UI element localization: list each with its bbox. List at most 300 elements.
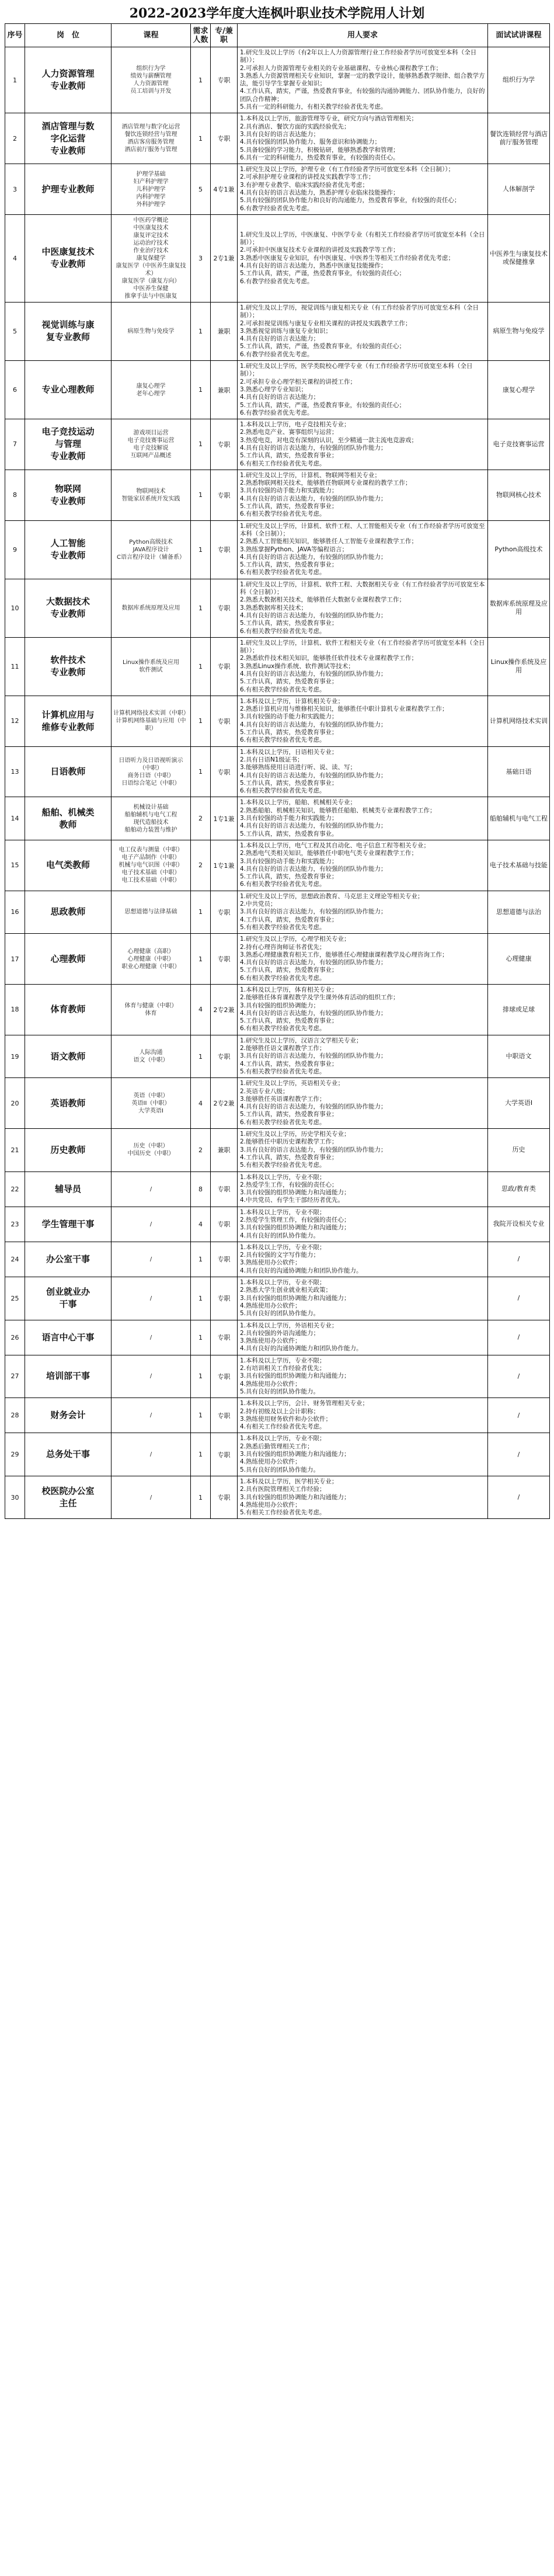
table-row bbox=[5, 637, 550, 696]
requirement-line: 3.熟悉中医康复专业知识，有中医康复、中医养生等相关工作经验者优先考虑； bbox=[240, 254, 455, 262]
row-count: 1 bbox=[191, 891, 211, 933]
row-courses bbox=[112, 1078, 191, 1129]
requirement-line: 5.具有良好的团队协作能力。 bbox=[240, 1388, 320, 1395]
course-line: 机械设计基础 bbox=[133, 804, 169, 811]
requirement-line: 4.熟练使用办公软件； bbox=[240, 1302, 301, 1309]
requirement-line: 6.有相关工作经验者优先考虑。 bbox=[240, 460, 326, 467]
post-line: 教师 bbox=[59, 819, 77, 830]
row-type: 专职 bbox=[211, 113, 238, 164]
row-index: 29 bbox=[5, 1433, 25, 1476]
requirement-line: 6.有相关教学经验者优先考虑。 bbox=[240, 787, 326, 795]
row-post bbox=[25, 696, 112, 746]
requirement-line: 4.有相关工作经验者优先考虑。 bbox=[240, 1423, 326, 1431]
row-post bbox=[25, 1035, 112, 1077]
post-line: 日语教师 bbox=[50, 766, 86, 777]
requirement-line: 5.工作认真，踏实，严谨，热爱教育事业，有较强的责任心； bbox=[240, 343, 406, 350]
requirement-line: 2.熟悉大学生创业就业相关政策； bbox=[240, 1287, 332, 1294]
course-line: 日语听力及日语视听演示（中职） bbox=[119, 757, 183, 771]
row-index: 9 bbox=[5, 520, 25, 579]
requirement-line: 6.有相关教学经验者优先考虑。 bbox=[240, 627, 326, 635]
post-line: 创业就业办 bbox=[46, 1287, 90, 1298]
row-courses bbox=[112, 637, 191, 696]
course-line: 推拿手法与中医康复 bbox=[124, 293, 177, 300]
header-interview-course: 面试试讲课程 bbox=[488, 24, 550, 47]
post-line: 语文教师 bbox=[50, 1051, 86, 1062]
course-line: 英语（中职） bbox=[133, 1092, 169, 1099]
requirement-line: 6.有相关教学经验者优先考虑。 bbox=[240, 1025, 326, 1033]
row-count: 1 bbox=[191, 302, 211, 360]
row-courses bbox=[112, 1398, 191, 1433]
requirement-line: 2.熟悉电竞产业、赛事组织与运营； bbox=[240, 429, 338, 436]
row-count: 8 bbox=[191, 1171, 211, 1207]
post-line: 专业教师 bbox=[50, 667, 86, 678]
requirement-line: 5.工作认真，踏实，热爱教育事业； bbox=[240, 729, 338, 736]
row-interview-course: 中医养生与康复技术或保健推拿 bbox=[488, 214, 550, 302]
row-requirements bbox=[238, 1476, 488, 1518]
row-courses bbox=[112, 520, 191, 579]
requirement-line: 4.具有良好的语言表达能力； bbox=[240, 394, 320, 401]
course-line: 人际沟通 bbox=[139, 1049, 163, 1056]
course-line: 历史（中职） bbox=[133, 1143, 169, 1150]
row-post bbox=[25, 1078, 112, 1129]
row-post bbox=[25, 1129, 112, 1171]
requirement-line: 2.具有较强的外语沟通能力； bbox=[240, 1329, 320, 1337]
row-post bbox=[25, 579, 112, 637]
row-requirements bbox=[238, 637, 488, 696]
post-line: 历史教师 bbox=[50, 1144, 86, 1155]
row-type: 兼职 bbox=[211, 302, 238, 360]
row-interview-course: 心理健康 bbox=[488, 934, 550, 985]
course-line: 电子产品制作（中职） bbox=[121, 854, 180, 861]
row-requirements bbox=[238, 1035, 488, 1077]
table-row bbox=[5, 1320, 550, 1355]
requirement-line: 3.熟悉心理学专业知识； bbox=[240, 385, 308, 393]
row-index: 17 bbox=[5, 934, 25, 985]
post-line: 人工智能 bbox=[50, 538, 86, 549]
row-post bbox=[25, 361, 112, 419]
row-interview-course: 排球或足球 bbox=[488, 984, 550, 1035]
row-courses bbox=[112, 1433, 191, 1476]
course-line: 老年心理学 bbox=[136, 390, 166, 397]
row-courses bbox=[112, 1129, 191, 1171]
row-requirements bbox=[238, 520, 488, 579]
requirement-line: 1.研究生及以上学历，历史学相关专业； bbox=[240, 1131, 350, 1138]
requirement-line: 3.熟悉人力资源管理相关专业知识，掌握一定的教学设计，能够熟悉教学规律、组合教学方法，能引导学生掌握专业知识； bbox=[240, 72, 485, 88]
post-line: 视觉训练与康 bbox=[41, 319, 95, 331]
row-courses bbox=[112, 1476, 191, 1518]
requirement-line: 2.可承担中医康复技术专业课程的讲授及实践教学等工作； bbox=[240, 246, 399, 254]
requirement-line: 6.有教学经验者优先考虑。 bbox=[240, 409, 313, 416]
row-count: 1 bbox=[191, 1355, 211, 1397]
row-type: 专职 bbox=[211, 419, 238, 470]
row-count: 4 bbox=[191, 1207, 211, 1242]
header-post: 岗 位 bbox=[25, 24, 112, 47]
requirement-line: 1.本科及以上学历，专业不限； bbox=[240, 1357, 326, 1364]
row-courses bbox=[112, 113, 191, 164]
course-line: 酒店前厅服务与管理 bbox=[124, 147, 177, 154]
requirement-line: 1.本科及以上学历，电气工程及其自动化、电子信息工程等相关专业； bbox=[240, 842, 430, 849]
course-line: 计算机网络技术实训（中职） bbox=[113, 710, 189, 717]
post-line: 酒店管理与数 bbox=[41, 120, 95, 131]
requirement-line: 4.具有良好的语言表达能力，有较强的团队协作能力； bbox=[240, 822, 387, 830]
requirement-line: 4.熟练使用办公软件； bbox=[240, 1501, 301, 1508]
requirement-line: 3.熟练使用办公软件； bbox=[240, 1337, 301, 1345]
course-line: 中国历史（中职） bbox=[127, 1150, 175, 1157]
requirement-line: 4.中共党员、有学生干部经历者优先。 bbox=[240, 1197, 344, 1204]
post-line: 专业教师 bbox=[50, 81, 86, 92]
requirement-line: 1.研究生及以上学历，计算机、软件工程相关专业（有工作经验者学历可放宽至本科（全日制））； bbox=[240, 639, 485, 655]
requirement-line: 3.熟练使用办公软件； bbox=[240, 1259, 301, 1267]
course-line: 组织行为学 bbox=[136, 65, 166, 72]
requirement-line: 4.具有良好的语言表达能力，有较强的团队协作能力； bbox=[240, 553, 387, 561]
course-line: 护理学基础 bbox=[136, 171, 166, 178]
row-post bbox=[25, 419, 112, 470]
row-count: 1 bbox=[191, 637, 211, 696]
table-row bbox=[5, 1355, 550, 1397]
row-interview-course: 历史 bbox=[488, 1129, 550, 1171]
row-type: 专职 bbox=[211, 1035, 238, 1077]
requirement-line: 3.具有良好的语言表达能力，有较强的团队协作能力； bbox=[240, 1146, 387, 1153]
course-line: / bbox=[149, 1494, 152, 1501]
course-line: Linux操作系统及应用 bbox=[123, 659, 179, 666]
course-line: 中医药学概论 bbox=[133, 217, 169, 224]
table-row bbox=[5, 1242, 550, 1277]
row-type: 专职 bbox=[211, 1320, 238, 1355]
row-requirements bbox=[238, 1398, 488, 1433]
post-line: 与管理 bbox=[54, 439, 81, 450]
row-type: 专职 bbox=[211, 934, 238, 985]
requirement-line: 2.具有医院管理相关工作经验； bbox=[240, 1486, 326, 1493]
row-count: 1 bbox=[191, 1035, 211, 1077]
requirement-line: 1.本科及以上学历，会计、财务管理相关专业； bbox=[240, 1400, 369, 1407]
requirement-line: 3.有护理专业教学、临床实践经验者优先考虑； bbox=[240, 181, 369, 189]
row-requirements bbox=[238, 302, 488, 360]
table-row bbox=[5, 1476, 550, 1518]
row-type: 专职 bbox=[211, 891, 238, 933]
row-type: 专职 bbox=[211, 470, 238, 520]
requirement-line: 2.热爱学生工作，有较强的责任心； bbox=[240, 1181, 338, 1188]
requirement-line: 2.熟悉后勤管理相关工作； bbox=[240, 1442, 313, 1450]
table-row bbox=[5, 1207, 550, 1242]
requirement-line: 4.具有良好的语言表达能力，有较强的团队协作能力； bbox=[240, 865, 387, 872]
row-interview-course: / bbox=[488, 1277, 550, 1320]
row-interview-course: 数据库系统原理及应用 bbox=[488, 579, 550, 637]
requirement-line: 4.具有良好的语言表达能力，有较强的团队协作能力； bbox=[240, 495, 387, 502]
course-line: 游戏项目运营 bbox=[133, 429, 169, 436]
header-type: 专/兼职 bbox=[211, 24, 238, 47]
post-line: 心理教师 bbox=[50, 953, 86, 964]
row-courses bbox=[112, 302, 191, 360]
requirement-line: 2.可承担护理专业课程的讲授及实践教学等工作； bbox=[240, 173, 375, 181]
row-requirements bbox=[238, 361, 488, 419]
course-line: 内科护理学 bbox=[136, 193, 166, 200]
row-index: 11 bbox=[5, 637, 25, 696]
requirement-line: 5.工作认真，踏实，热爱教育事业； bbox=[240, 452, 338, 460]
course-line: 互联网产品概述 bbox=[130, 452, 172, 459]
row-count: 1 bbox=[191, 934, 211, 985]
row-type: 专职 bbox=[211, 1277, 238, 1320]
row-index: 3 bbox=[5, 164, 25, 215]
course-line: 人力资源管理 bbox=[133, 81, 169, 88]
post-line: 电气类教师 bbox=[46, 860, 90, 871]
row-interview-course: Linux操作系统及应用 bbox=[488, 637, 550, 696]
post-line: 软件技术 bbox=[50, 655, 86, 666]
table-row bbox=[5, 47, 550, 113]
requirement-line: 4.具有良好的语言表达能力； bbox=[240, 335, 320, 343]
row-type: 专职 bbox=[211, 1398, 238, 1433]
course-line: 日语综合笔记（中职） bbox=[121, 780, 180, 787]
requirement-line: 2.可承担人力资源管理专业相关的专业基础课程、专业核心课程教学工作； bbox=[240, 64, 442, 72]
row-type: 专职 bbox=[211, 47, 238, 113]
requirement-line: 1.本科及以上学历，电子竞技相关专业； bbox=[240, 421, 350, 429]
course-line: 职业心理健康（中职） bbox=[121, 963, 180, 970]
row-requirements bbox=[238, 1078, 488, 1129]
row-courses bbox=[112, 1277, 191, 1320]
row-courses bbox=[112, 470, 191, 520]
row-index: 22 bbox=[5, 1171, 25, 1207]
row-index: 14 bbox=[5, 797, 25, 840]
row-interview-course: 电子技术基础与技能 bbox=[488, 840, 550, 891]
post-line: 财务会计 bbox=[50, 1410, 86, 1421]
row-type: 1专1兼 bbox=[211, 840, 238, 891]
requirement-line: 3.具有良好的语言表达能力，有较强的团队协作能力； bbox=[240, 1052, 387, 1060]
course-line: 康复心理学 bbox=[136, 383, 166, 390]
post-line: 总务处干事 bbox=[46, 1449, 90, 1460]
row-count: 1 bbox=[191, 1320, 211, 1355]
course-line: 酒店管理与数字化运营 bbox=[121, 124, 180, 131]
row-courses bbox=[112, 746, 191, 797]
row-requirements bbox=[238, 891, 488, 933]
table-row bbox=[5, 746, 550, 797]
requirement-line: 2.熟悉大数据相关技术，能够胜任大数据专业课程教学工作； bbox=[240, 596, 406, 604]
row-count: 3 bbox=[191, 214, 211, 302]
row-index: 7 bbox=[5, 419, 25, 470]
row-interview-course: 物联网核心技术 bbox=[488, 470, 550, 520]
row-post bbox=[25, 797, 112, 840]
row-courses bbox=[112, 1035, 191, 1077]
row-interview-course: / bbox=[488, 1433, 550, 1476]
row-post bbox=[25, 637, 112, 696]
row-index: 16 bbox=[5, 891, 25, 933]
requirement-line: 1.研究生及以上学历，计算机、软件工程、人工智能相关专业（有工作经验者学历可放宽至本科（全日制））； bbox=[240, 522, 485, 537]
row-post bbox=[25, 164, 112, 215]
requirement-line: 3.具有良好的语言表达能力，有较强的团队协作能力； bbox=[240, 908, 387, 916]
requirement-line: 1.研究生及以上学历（有2年以上人力资源管理行业工作经验者学历可放宽至本科（全日制））； bbox=[240, 49, 477, 64]
post-line: 物联网 bbox=[54, 483, 81, 494]
requirement-line: 3.能够熟练使用日语进行听、说、读、写； bbox=[240, 764, 357, 771]
requirement-line: 1.研究生及以上学历，护理专业（有工作经验者学历可放宽至本科（全日制））； bbox=[240, 166, 455, 173]
row-requirements bbox=[238, 1320, 488, 1355]
row-interview-course: / bbox=[488, 1242, 550, 1277]
row-interview-course: 电子竞技赛事运营 bbox=[488, 419, 550, 470]
requirement-line: 5.具有良好的团队协作能力。 bbox=[240, 1310, 320, 1317]
row-requirements bbox=[238, 840, 488, 891]
course-line: / bbox=[149, 1373, 152, 1380]
course-line: 英语II（中职） bbox=[131, 1100, 170, 1107]
row-interview-course: 人体解剖学 bbox=[488, 164, 550, 215]
row-interview-course: 基础日语 bbox=[488, 746, 550, 797]
requirement-line: 4.具有良好的沟通协调能力和团队协作能力。 bbox=[240, 1345, 363, 1353]
requirement-line: 6.具有一定的科研能力，热爱教育事业，有较强的责任心。 bbox=[240, 154, 399, 161]
requirement-line: 2.中共党员； bbox=[240, 901, 277, 908]
requirement-line: 5.工作认真，踏实，严谨，热爱教育事业，有较强的责任心； bbox=[240, 270, 406, 277]
requirement-line: 2.热爱学生管理工作，有较强的责任心； bbox=[240, 1216, 350, 1223]
requirement-line: 4.具有良好的语言表达能力，有较强的团队协作能力； bbox=[240, 959, 387, 967]
requirement-line: 2.熟悉船舶、机械相关知识，能够胜任船舶、机械类专业课程教学工作； bbox=[240, 806, 436, 814]
requirement-line: 3.熟悉数据库相关技术； bbox=[240, 604, 308, 611]
requirement-line: 1.本科及以上学历，专业不限； bbox=[240, 1435, 326, 1442]
requirement-line: 5.具备较强的学习能力，积极钻研，能够熟悉教学和管理； bbox=[240, 146, 399, 154]
row-type: 专职 bbox=[211, 1433, 238, 1476]
row-courses bbox=[112, 1242, 191, 1277]
row-requirements bbox=[238, 1171, 488, 1207]
course-line: 数据库系统原理及应用 bbox=[121, 604, 180, 611]
row-post bbox=[25, 1277, 112, 1320]
table-row bbox=[5, 1035, 550, 1077]
requirement-line: 5.具有良好的团队协作能力。 bbox=[240, 1466, 320, 1473]
table-row bbox=[5, 1129, 550, 1171]
row-post bbox=[25, 1398, 112, 1433]
table-row bbox=[5, 470, 550, 520]
row-count: 2 bbox=[191, 1129, 211, 1171]
table-row bbox=[5, 164, 550, 215]
course-line: 软件测试 bbox=[139, 667, 163, 674]
row-index: 18 bbox=[5, 984, 25, 1035]
post-line: 船舶、机械类 bbox=[41, 806, 95, 818]
row-interview-course: / bbox=[488, 1320, 550, 1355]
post-line: 体育教师 bbox=[50, 1004, 86, 1015]
course-line: 电子技术基础（中职） bbox=[121, 870, 180, 877]
requirement-line: 6.有相关教学经验者优先考虑。 bbox=[240, 974, 326, 982]
row-count: 5 bbox=[191, 164, 211, 215]
course-line: 运动治疗技术 bbox=[133, 239, 169, 246]
row-requirements bbox=[238, 1129, 488, 1171]
row-type: 2专2兼 bbox=[211, 984, 238, 1035]
table-row bbox=[5, 361, 550, 419]
course-line: / bbox=[149, 1412, 152, 1419]
row-requirements bbox=[238, 746, 488, 797]
row-index: 8 bbox=[5, 470, 25, 520]
row-post bbox=[25, 47, 112, 113]
row-count: 1 bbox=[191, 746, 211, 797]
table-row bbox=[5, 520, 550, 579]
row-courses bbox=[112, 1171, 191, 1207]
requirement-line: 4.熟练使用办公软件； bbox=[240, 1458, 301, 1466]
requirement-line: 2.熟悉软件技术相关知识，能够胜任软件技术专业课程教学工作； bbox=[240, 655, 418, 662]
row-type: 2专1兼 bbox=[211, 214, 238, 302]
row-courses bbox=[112, 934, 191, 985]
requirement-line: 1.本科及以上学历，计算机相关专业； bbox=[240, 697, 344, 705]
requirement-line: 6.有相关教学经验者优先考虑。 bbox=[240, 510, 326, 518]
course-line: JAVA程序设计 bbox=[133, 546, 169, 553]
post-line: 专业教师 bbox=[50, 145, 86, 156]
course-line: 大学英语I bbox=[138, 1107, 163, 1114]
requirement-line: 2.熟悉人工智能相关知识，能够胜任人工智能专业课程教学工作； bbox=[240, 538, 418, 545]
requirement-line: 3.具有较强的动手能力和实践能力； bbox=[240, 487, 338, 495]
row-post bbox=[25, 891, 112, 933]
row-index: 12 bbox=[5, 696, 25, 746]
requirement-line: 1.本科及以上学历，专业不限； bbox=[240, 1243, 326, 1251]
row-interview-course: Python高级技术 bbox=[488, 520, 550, 579]
row-requirements bbox=[238, 696, 488, 746]
row-index: 10 bbox=[5, 579, 25, 637]
post-line: 培训部干事 bbox=[46, 1371, 90, 1382]
row-index: 15 bbox=[5, 840, 25, 891]
row-type: 专职 bbox=[211, 1355, 238, 1397]
requirement-line: 1.本科及以上学历，专业不限； bbox=[240, 1208, 326, 1216]
requirement-line: 6.有相关教学经验者优先考虑。 bbox=[240, 686, 326, 693]
row-requirements bbox=[238, 934, 488, 985]
requirement-line: 3.具有较强的动手能力和实践能力； bbox=[240, 815, 338, 822]
row-count: 1 bbox=[191, 470, 211, 520]
row-requirements bbox=[238, 164, 488, 215]
requirement-line: 5.工作认真，踏实，热爱教育事业； bbox=[240, 1111, 338, 1118]
requirement-line: 4.具有良好的语言表达能力，有较强的团队协作能力； bbox=[240, 611, 387, 619]
row-post bbox=[25, 934, 112, 985]
row-interview-course: 康复心理学 bbox=[488, 361, 550, 419]
requirement-line: 4.工作认真，踏实，热爱教育事业； bbox=[240, 916, 338, 923]
course-line: 餐饮连锁经营与管理 bbox=[124, 131, 177, 138]
row-count: 1 bbox=[191, 1433, 211, 1476]
post-line: 复专业教师 bbox=[46, 332, 90, 343]
row-index: 28 bbox=[5, 1398, 25, 1433]
requirement-line: 1.研究生及以上学历，视觉训练与康复相关专业（有工作经验者学历可放宽至本科（全日制））； bbox=[240, 304, 479, 319]
requirement-line: 5.工作认真，踏实，热爱教育事业； bbox=[240, 873, 338, 881]
requirement-line: 4.具有良好的语言表达能力，有较强的团队协作能力； bbox=[240, 721, 387, 728]
requirement-line: 5.具有一定的科研能力，有相关教学经验者优先考虑。 bbox=[240, 103, 387, 111]
requirement-line: 1.研究生及以上学历，计算机、物联网等相关专业； bbox=[240, 471, 381, 479]
row-index: 25 bbox=[5, 1277, 25, 1320]
requirement-line: 3.具有较强的组织协调能力和沟通能力； bbox=[240, 1224, 350, 1232]
table-header-row bbox=[5, 24, 550, 47]
course-line: / bbox=[149, 1295, 152, 1302]
post-line: 大数据技术 bbox=[46, 596, 90, 607]
row-type: 专职 bbox=[211, 746, 238, 797]
row-interview-course: 中职语文 bbox=[488, 1035, 550, 1077]
requirement-line: 4.熟练使用办公软件； bbox=[240, 1380, 301, 1388]
row-type: 2专2兼 bbox=[211, 1078, 238, 1129]
course-line: 中医养生保健 bbox=[133, 285, 169, 292]
row-count: 1 bbox=[191, 419, 211, 470]
row-requirements bbox=[238, 1355, 488, 1397]
post-line: 校医院办公室 bbox=[41, 1486, 95, 1497]
row-requirements bbox=[238, 1242, 488, 1277]
requirement-line: 1.研究生及以上学历，汉语言文学相关专业； bbox=[240, 1037, 363, 1044]
row-courses bbox=[112, 1207, 191, 1242]
row-type: 专职 bbox=[211, 696, 238, 746]
post-line: 专业教师 bbox=[50, 259, 86, 270]
row-courses bbox=[112, 47, 191, 113]
row-post bbox=[25, 520, 112, 579]
requirement-line: 3.热爱电竞，对电竞有深刻的认识，至少精通一款主流电竞游戏； bbox=[240, 436, 418, 444]
post-line: 专业教师 bbox=[50, 451, 86, 462]
requirement-line: 1.本科及以上学历，船舶、机械相关专业； bbox=[240, 799, 357, 806]
row-post bbox=[25, 1242, 112, 1277]
post-line: 专业教师 bbox=[50, 550, 86, 561]
requirement-line: 4.具有良好的语言表达能力，熟悉中医康复技能操作； bbox=[240, 262, 387, 270]
row-interview-course: / bbox=[488, 1476, 550, 1518]
post-line: 办公室干事 bbox=[46, 1253, 90, 1264]
requirement-line: 3.熟练掌握Python、JAVA等编程语言； bbox=[240, 545, 349, 553]
post-line: 护理专业教师 bbox=[41, 183, 95, 194]
requirement-line: 1.研究生及以上学历，计算机、软件工程、大数据相关专业（有工作经验者学历可放宽至本科（全日制））； bbox=[240, 580, 485, 596]
course-line: 康复医学（中医养生康复技术） bbox=[116, 262, 186, 277]
table-row bbox=[5, 579, 550, 637]
requirement-line: 2.熟悉计算机应用与维修相关知识，能够胜任中职计算机专业课程教学工作； bbox=[240, 705, 448, 713]
requirement-line: 3.具有较强的组织协调能力和沟通能力； bbox=[240, 1493, 350, 1501]
row-count: 4 bbox=[191, 984, 211, 1035]
table-row bbox=[5, 891, 550, 933]
